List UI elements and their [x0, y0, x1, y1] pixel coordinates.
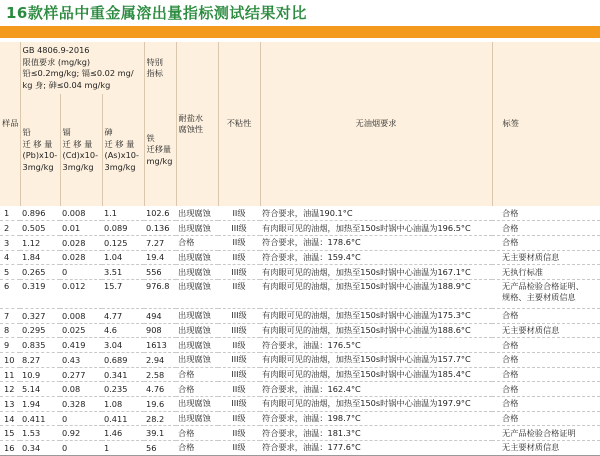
cell-sample-id: 2 — [0, 221, 20, 236]
cell-label: 合格 — [492, 382, 600, 397]
cell-smokeless: 符合要求，油温190.1°C — [260, 206, 492, 221]
cell-sample-id: 6 — [0, 279, 20, 308]
table-row — [0, 323, 600, 338]
cell-nonstick: II级 — [218, 426, 260, 441]
cell-cd: 0 — [60, 411, 102, 426]
cell-pb: 1.12 — [20, 235, 60, 250]
cell-smokeless: 有肉眼可见的油烟，加热至150s时锅中心油温为175.3°C — [260, 308, 492, 323]
cell-fe: 28.2 — [144, 411, 176, 426]
table-row — [0, 221, 600, 236]
cell-nonstick: II级 — [218, 382, 260, 397]
cell-smokeless: 有肉眼可见的油烟，加热至150s时锅中心油温为167.1°C — [260, 265, 492, 280]
cell-cd: 0.028 — [60, 250, 102, 265]
cell-label: 合格 — [492, 206, 600, 221]
cell-sample-id: 12 — [0, 382, 20, 397]
cell-corrosion: 出现腐蚀 — [176, 323, 218, 338]
cell-pb: 5.14 — [20, 382, 60, 397]
cell-cd: 0.012 — [60, 279, 102, 308]
cell-cd: 0.008 — [60, 206, 102, 221]
page-title: 16款样品中重金属溶出量指标测试结果对比 — [6, 4, 307, 22]
cell-label: 无产品检验合格证明、 规格、主要材质信息 — [492, 279, 600, 308]
cell-corrosion: 出现腐蚀 — [176, 308, 218, 323]
table-body — [0, 206, 600, 455]
cell-smokeless: 符合要求，油温：198.7°C — [260, 411, 492, 426]
cell-fe: 908 — [144, 323, 176, 338]
cell-label: 合格 — [492, 411, 600, 426]
cell-corrosion: 出现腐蚀 — [176, 397, 218, 412]
cell-fe: 39.1 — [144, 426, 176, 441]
cell-as: 0.089 — [102, 221, 144, 236]
cell-cd: 0.008 — [60, 308, 102, 323]
cell-sample-id: 5 — [0, 265, 20, 280]
cell-pb: 1.53 — [20, 426, 60, 441]
cell-sample-id: 4 — [0, 250, 20, 265]
cell-sample-id: 9 — [0, 338, 20, 353]
cell-as: 0.689 — [102, 353, 144, 368]
cell-nonstick: II级 — [218, 441, 260, 456]
header-gb-limit — [20, 42, 144, 94]
cell-fe: 19.6 — [144, 397, 176, 412]
header-corrosion: 耐盐水 腐蚀性 — [176, 42, 218, 206]
cell-fe: 2.58 — [144, 367, 176, 382]
cell-as: 1.46 — [102, 426, 144, 441]
cell-corrosion: 合格 — [176, 426, 218, 441]
gb-line-2: 限值要求 (mg/kg) — [22, 56, 91, 67]
cell-nonstick: II级 — [218, 279, 260, 308]
cell-corrosion: 合格 — [176, 382, 218, 397]
cell-pb: 0.265 — [20, 265, 60, 280]
gb-line-4: kg 身; 砷≤0.04 mg/kg — [22, 79, 111, 90]
cell-nonstick: III级 — [218, 221, 260, 236]
cell-label: 合格 — [492, 367, 600, 382]
cell-label: 合格 — [492, 338, 600, 353]
cell-nonstick: II级 — [218, 206, 260, 221]
cell-cd: 0.43 — [60, 353, 102, 368]
cell-smokeless: 有肉眼可见的油烟，加热至150s时锅中心油温为157.7°C — [260, 353, 492, 368]
cell-fe: 556 — [144, 265, 176, 280]
table-row — [0, 279, 600, 308]
cell-label: 合格 — [492, 353, 600, 368]
cell-corrosion: 出现腐蚀 — [176, 411, 218, 426]
cell-label: 无主要材质信息 — [492, 323, 600, 338]
cell-sample-id: 11 — [0, 367, 20, 382]
cell-cd: 0.277 — [60, 367, 102, 382]
cell-smokeless: 有肉眼可见的油烟，加热至150s时锅中心油温为188.6°C — [260, 323, 492, 338]
results-table — [0, 42, 600, 456]
cell-label: 无执行标准 — [492, 265, 600, 280]
cell-pb: 0.327 — [20, 308, 60, 323]
cell-corrosion: 出现腐蚀 — [176, 353, 218, 368]
table-row — [0, 235, 600, 250]
cell-cd: 0.08 — [60, 382, 102, 397]
cell-nonstick: III级 — [218, 323, 260, 338]
cell-nonstick: II级 — [218, 338, 260, 353]
table-row — [0, 353, 600, 368]
cell-cd: 0.328 — [60, 397, 102, 412]
cell-corrosion: 出现腐蚀 — [176, 206, 218, 221]
cell-corrosion: 合格 — [176, 235, 218, 250]
gb-line-1: GB 4806.9-2016 — [22, 45, 90, 55]
header-sample: 样品 — [0, 42, 20, 206]
cell-pb: 0.505 — [20, 221, 60, 236]
cell-corrosion: 出现腐蚀 — [176, 265, 218, 280]
cell-as: 0.125 — [102, 235, 144, 250]
cell-smokeless: 符合要求，油温：177.6°C — [260, 441, 492, 456]
cell-corrosion: 合格 — [176, 367, 218, 382]
cell-fe: 56 — [144, 441, 176, 456]
cell-as: 3.04 — [102, 338, 144, 353]
table-row — [0, 411, 600, 426]
cell-as: 1.08 — [102, 397, 144, 412]
cell-sample-id: 16 — [0, 441, 20, 456]
cell-smokeless: 有肉眼可见的油烟，加热至150s时锅中心油温为188.9°C — [260, 279, 492, 308]
cell-as: 0.235 — [102, 382, 144, 397]
header-row-1 — [0, 42, 600, 94]
cell-fe: 976.8 — [144, 279, 176, 308]
cell-sample-id: 14 — [0, 411, 20, 426]
header-nonstick: 不粘性 — [218, 42, 260, 206]
cell-smokeless: 符合要求，油温：181.3°C — [260, 426, 492, 441]
header-cd: 镉 迁 移 量 (Cd)x10- 3mg/kg — [60, 94, 102, 206]
cell-smokeless: 有肉眼可见的油烟，加热至150s时锅中心油温为185.4°C — [260, 367, 492, 382]
cell-nonstick: III级 — [218, 367, 260, 382]
cell-fe: 0.136 — [144, 221, 176, 236]
table-row — [0, 382, 600, 397]
cell-fe: 1613 — [144, 338, 176, 353]
cell-pb: 8.27 — [20, 353, 60, 368]
cell-pb: 0.835 — [20, 338, 60, 353]
table-row — [0, 397, 600, 412]
cell-fe: 19.4 — [144, 250, 176, 265]
table-row — [0, 367, 600, 382]
cell-sample-id: 1 — [0, 206, 20, 221]
cell-pb: 0.896 — [20, 206, 60, 221]
cell-nonstick: III级 — [218, 308, 260, 323]
cell-fe: 4.76 — [144, 382, 176, 397]
cell-nonstick: III级 — [218, 265, 260, 280]
cell-label: 无主要材质信息 — [492, 250, 600, 265]
cell-as: 1.04 — [102, 250, 144, 265]
table-row — [0, 250, 600, 265]
cell-nonstick: II级 — [218, 250, 260, 265]
cell-sample-id: 13 — [0, 397, 20, 412]
table-row — [0, 206, 600, 221]
cell-cd: 0 — [60, 441, 102, 456]
cell-label: 合格 — [492, 221, 600, 236]
header-pb: 铅 迁 移 量 (Pb)x10- 3mg/kg — [20, 94, 60, 206]
cell-pb: 10.9 — [20, 367, 60, 382]
cell-fe: 102.6 — [144, 206, 176, 221]
table-row — [0, 441, 600, 456]
cell-label: 无主要材质信息 — [492, 441, 600, 456]
cell-smokeless: 有肉眼可见的油烟，加热至150s时锅中心油温为196.5°C — [260, 221, 492, 236]
cell-as: 1.1 — [102, 206, 144, 221]
cell-cd: 0.028 — [60, 235, 102, 250]
cell-pb: 0.411 — [20, 411, 60, 426]
cell-pb: 0.319 — [20, 279, 60, 308]
cell-as: 1 — [102, 441, 144, 456]
cell-sample-id: 3 — [0, 235, 20, 250]
cell-fe: 2.94 — [144, 353, 176, 368]
gb-line-3: 铅≤0.2mg/kg; 镉≤0.02 mg/ — [22, 68, 134, 78]
cell-as: 3.51 — [102, 265, 144, 280]
cell-nonstick: III级 — [218, 353, 260, 368]
cell-label: 合格 — [492, 235, 600, 250]
cell-as: 4.77 — [102, 308, 144, 323]
cell-pb: 1.84 — [20, 250, 60, 265]
cell-label: 无产品检验合格证明 — [492, 426, 600, 441]
cell-smokeless: 符合要求，油温：162.4°C — [260, 382, 492, 397]
cell-smokeless: 符合要求，油温：159.4°C — [260, 250, 492, 265]
cell-as: 15.7 — [102, 279, 144, 308]
cell-sample-id: 15 — [0, 426, 20, 441]
cell-smokeless: 符合要求，油温：176.5°C — [260, 338, 492, 353]
cell-cd: 0.419 — [60, 338, 102, 353]
table-row — [0, 338, 600, 353]
cell-sample-id: 10 — [0, 353, 20, 368]
cell-pb: 1.94 — [20, 397, 60, 412]
cell-nonstick: II级 — [218, 235, 260, 250]
cell-sample-id: 7 — [0, 308, 20, 323]
cell-nonstick: II级 — [218, 411, 260, 426]
title-accent-bar — [0, 26, 600, 38]
cell-label: 合格 — [492, 308, 600, 323]
cell-cd: 0.92 — [60, 426, 102, 441]
cell-sample-id: 8 — [0, 323, 20, 338]
table-row — [0, 426, 600, 441]
table-row — [0, 265, 600, 280]
header-label: 标签 — [492, 42, 600, 206]
cell-as: 4.6 — [102, 323, 144, 338]
cell-fe: 494 — [144, 308, 176, 323]
header-smokeless: 无油烟要求 — [260, 42, 492, 206]
header-as: 砷 迁 移 量 (As)x10- 3mg/kg — [102, 94, 144, 206]
header-special: 特别 指标 — [144, 42, 176, 94]
header-fe: 铁 迁移量 mg/kg — [144, 94, 176, 206]
cell-corrosion: 出现腐蚀 — [176, 221, 218, 236]
cell-nonstick: III级 — [218, 397, 260, 412]
cell-corrosion: 出现腐蚀 — [176, 338, 218, 353]
cell-corrosion: 合格 — [176, 441, 218, 456]
cell-cd: 0.01 — [60, 221, 102, 236]
cell-pb: 0.295 — [20, 323, 60, 338]
cell-fe: 7.27 — [144, 235, 176, 250]
cell-label: 合格 — [492, 397, 600, 412]
cell-cd: 0 — [60, 265, 102, 280]
cell-as: 0.341 — [102, 367, 144, 382]
cell-pb: 0.34 — [20, 441, 60, 456]
cell-cd: 0.025 — [60, 323, 102, 338]
cell-smokeless: 符合要求，油温：178.6°C — [260, 235, 492, 250]
cell-corrosion: 出现腐蚀 — [176, 250, 218, 265]
cell-smokeless: 有肉眼可见的油烟，加热至150s时锅中心油温为197.9°C — [260, 397, 492, 412]
cell-as: 0.411 — [102, 411, 144, 426]
table-row — [0, 308, 600, 323]
cell-corrosion: 出现腐蚀 — [176, 279, 218, 308]
